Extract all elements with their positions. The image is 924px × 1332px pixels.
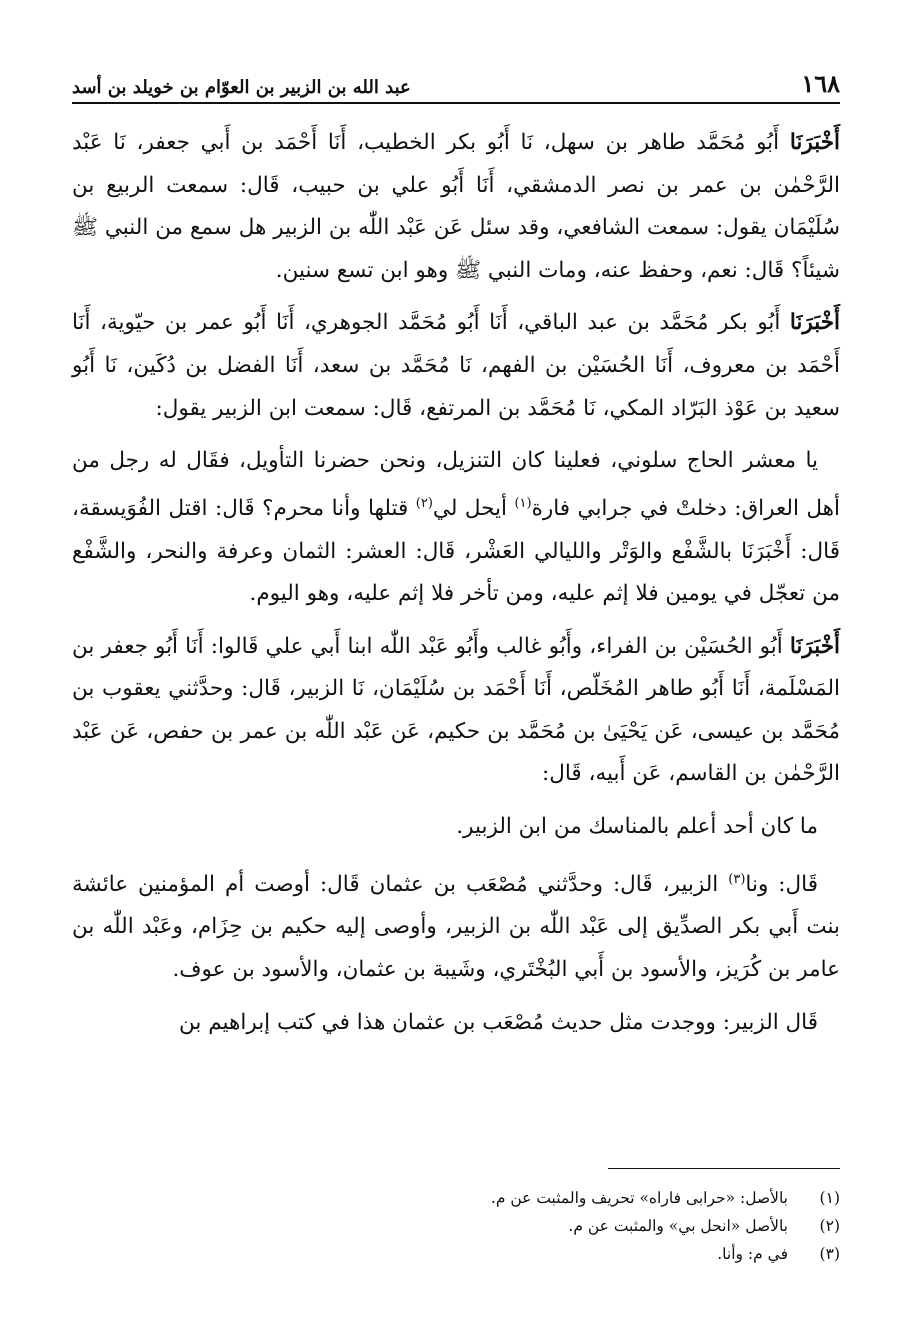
- paragraph-5: [72, 806, 840, 849]
- running-title: عبد الله بن الزبير بن العوّام بن خويلد بن أسد: [72, 77, 411, 98]
- footnote-number: (٣): [819, 1245, 840, 1263]
- paragraph-text: يا معشر الحاج سلوني، فعلينا كان التنزيل، ونحن حضرنا التأويل، فقَال له رجل من أهل العراق: دخلتْ في جرابي فارة: [72, 448, 840, 521]
- paragraph-text: ما كان أحد أعلم بالمناسك من ابن الزبير.: [456, 814, 818, 840]
- footnote-marker: (٣): [728, 871, 746, 887]
- paragraph-text: قَال الزبير: ووجدت مثل حديث مُصْعَب بن عثمان هذا في كتب إبراهيم بن: [179, 1009, 818, 1035]
- paragraph-text: أيحل لي: [432, 495, 515, 521]
- paragraph-3: [72, 440, 840, 616]
- main-text: [72, 122, 840, 1054]
- paragraph-text: قتلها وأنا محرم؟ قَال: اقتل الفُوَيسقة، قَال: أَخْبَرَنَا بالشَّفْع والوَتْر والليالي العَشْر، قَال: العشر: الثمان وعرفة والنحر، والشَّفْع من تعجّل في يومين فلا إثم عليه، ومن تأخر فلا إثم عليه، وهو اليوم.: [72, 495, 840, 607]
- footnote-1: [72, 1184, 840, 1212]
- paragraph-1: [72, 122, 840, 292]
- footnote-3: [72, 1240, 840, 1268]
- paragraph-2: [72, 302, 840, 430]
- paragraph-7: [72, 1002, 840, 1045]
- paragraph-4: [72, 626, 840, 796]
- footnote-marker: (٢): [415, 495, 433, 511]
- paragraph-text: أَبُو الحُسَيْن بن الفراء، وأَبُو غالب وأَبُو عَبْد اللّٰه ابنا أَبي علي قَالوا: أَنَا أَبُو جعفر بن المَسْلَمة، أَنَا أَبُو طاهر المُخَلّص، أَنَا أَحْمَد بن سُلَيْمَان، نَا الزبير، قَال: وحدَّثني يعقوب بن مُحَمَّد بن عيسى، عَن يَحْيَىٰ بن مُحَمَّد بن حكيم، عَن عَبْد اللّٰه بن عمر بن حفص، عَن عَبْد الرَّحْمٰن بن القاسم، عَن أَبيه، قَال:: [72, 633, 840, 787]
- footnote-text: بالأصل: «حرابى فاراه» تحريف والمثبت عن م.: [490, 1189, 788, 1207]
- paragraph-text: أَبُو مُحَمَّد طاهر بن سهل، نَا أَبُو بكر الخطيب، أَنَا أَحْمَد بن أَبي جعفر، نَا عَبْد الرَّحْمٰن بن عمر بن نصر الدمشقي، أَنَا أَبُو علي بن حبيب، قَال: سمعت الربيع بن سُلَيْمَان يقول: سمعت الشافعي، وقد سئل عَن عَبْد اللّٰه بن الزبير هل سمع من النبي ﷺ شيئاً؟ قَال: نعم، وحفظ عنه، ومات النبي ﷺ وهو ابن تسع سنين.: [72, 130, 840, 283]
- paragraph-6: [72, 859, 840, 992]
- footnotes: [72, 1184, 840, 1268]
- paragraph-lead: أَخْبَرَنَا: [789, 633, 840, 659]
- footnote-divider: [608, 1168, 840, 1169]
- page-header: [72, 66, 840, 104]
- footnote-number: (٢): [819, 1217, 840, 1235]
- footnote-2: [72, 1212, 840, 1240]
- paragraph-lead: أَخْبَرَنَا: [789, 130, 840, 155]
- footnote-text: بالأصل «انحل بي» والمثبت عن م.: [568, 1217, 788, 1235]
- paragraph-text: أَبُو بكر مُحَمَّد بن عبد الباقي، أَنَا أَبُو مُحَمَّد الجوهري، أَنَا أَبُو عمر بن حيّوية، أَنَا أَحْمَد بن معروف، أَنَا الحُسَيْن بن الفهم، نَا مُحَمَّد بن سعد، أَنَا الفضل بن دُكَين، نَا أَبُو سعيد بن عَوْذ البَرّاد المكي، نَا مُحَمَّد بن المرتفع، قَال: سمعت ابن الزبير يقول:: [72, 310, 840, 421]
- footnote-marker: (١): [514, 495, 532, 511]
- paragraph-lead: أَخْبَرَنَا: [789, 310, 840, 336]
- paragraph-text: الزبير، قَال: وحدَّثني مُصْعَب بن عثمان قَال: أوصت أم المؤمنين عائشة بنت أَبي بكر الصدِّيق إلى عَبْد اللّٰه بن الزبير، وأوصى إليه حكيم بن حِزَام، وعَبْد اللّٰه بن عامر بن كُرَيز، والأسود بن أَبي البُخْتَري، وشَيبة بن عثمان، والأسود بن عوف.: [72, 871, 840, 982]
- paragraph-text: قَال: ونا: [745, 871, 818, 897]
- footnote-text: في م: وأنا.: [717, 1245, 788, 1263]
- page-number: ١٦٨: [801, 69, 840, 98]
- footnote-number: (١): [819, 1189, 840, 1207]
